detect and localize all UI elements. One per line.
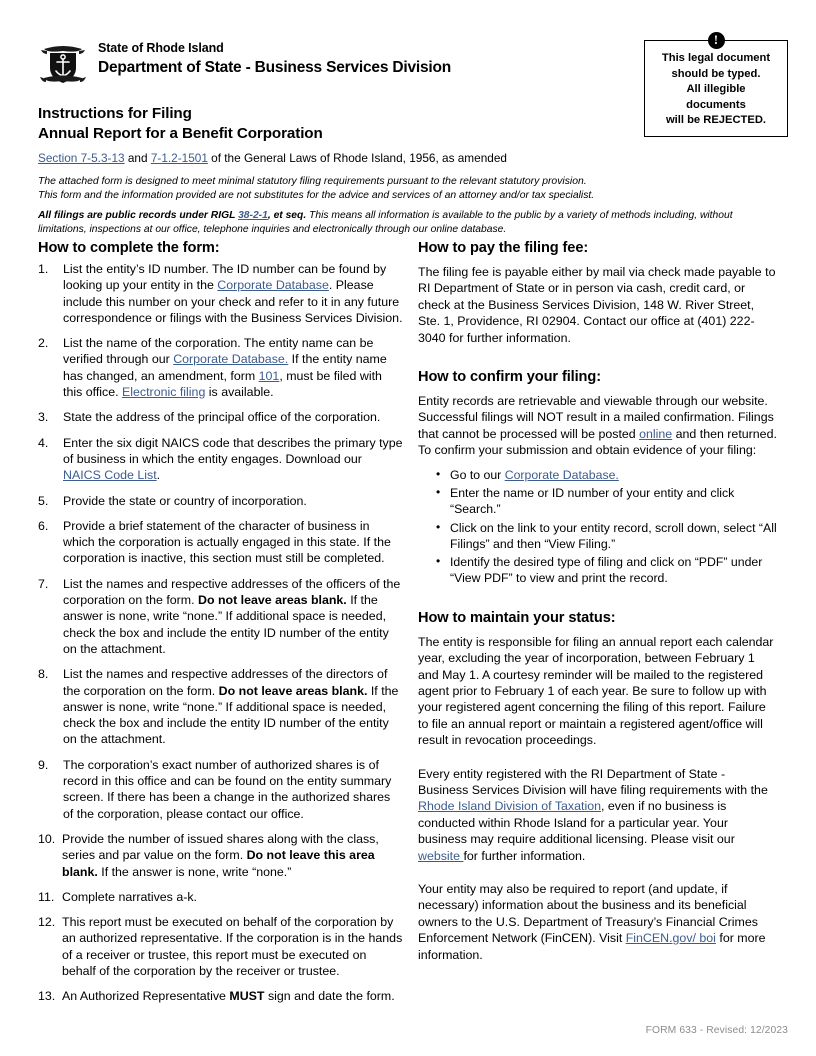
step-text	[63, 494, 307, 508]
text-run: If the answer is none, write “none.” If additional space is needed, check the box and include the entity ID number of the entity on the attachment.	[63, 683, 399, 747]
public-records-bold-tail: , et seq.	[267, 210, 307, 221]
step-text	[62, 832, 379, 879]
legal-notice-line-2: should be typed.	[671, 67, 761, 80]
department-name: Department of State - Business Services Division	[98, 59, 452, 76]
inline-link[interactable]: online	[639, 426, 673, 441]
inline-link[interactable]: Corporate Database.	[173, 352, 289, 367]
statute-reference	[38, 150, 507, 166]
disclaimer-line-2: This form and the information provided are not substitutes for the advice and services of an attorney and/or tax specialist.	[38, 190, 595, 201]
text-run: Click on the link to your entity record, scroll down, select “All Filings” and then “View Filing.”	[450, 520, 777, 551]
maintain-paragraph-3	[418, 881, 778, 963]
text-run: sign and date the form.	[264, 989, 395, 1004]
pay-paragraph: The filing fee is payable either by mail via check made payable to RI Department of State or in person via cash, credit card, or check at the Business Services Division, 148 W. River Street, Ste. 1, Providence, RI 02904. Contact our office at (401) 222-3040 for further information.	[418, 265, 776, 345]
rhode-island-state-seal-icon	[38, 40, 88, 88]
disclaimer-text	[38, 175, 738, 203]
state-name: State of Rhode Island	[98, 41, 224, 55]
legal-notice-line-3: All illegible	[686, 83, 746, 95]
text-run: Identify the desired type of filing and click on “PDF” under “View PDF” to view and print the record.	[450, 555, 763, 586]
text-run: An Authorized Representative	[62, 989, 230, 1004]
step-text	[62, 989, 395, 1003]
how-to-pay-heading: How to pay the filing fee:	[418, 240, 589, 256]
step-number: 1.	[38, 262, 49, 276]
text-run: for further information.	[463, 848, 586, 863]
instruction-step	[38, 435, 403, 484]
disclaimer-line-1: The attached form is designed to meet minimal statutory filing requirements pursuant to the relevant statutory provision.	[38, 176, 587, 187]
inline-link[interactable]: NAICS Code List	[63, 468, 157, 483]
text-run: Go to our	[450, 467, 505, 482]
instruction-step	[38, 831, 403, 880]
page-title	[38, 104, 558, 144]
step-number: 2.	[38, 336, 49, 351]
inline-link[interactable]: Corporate Database	[217, 278, 329, 293]
left-column	[38, 239, 403, 1014]
inline-link[interactable]: website	[418, 848, 464, 863]
maintain-paragraph-1: The entity is responsible for filing an annual report each calendar year, excluding the year of incorporation, between February 1 and May 1. A courtesy reminder will be mailed to the registered agent prior to February 1 of each year. Be sure to follow up with your registered agent concerning the filing of this report. Failure to file an annual report or maintain a registered agent/office will result in revocation proceedings.	[418, 634, 774, 748]
legal-notice-line-4: documents	[686, 98, 746, 111]
text-run: , even if no business is conducted within Rhode Island for a particular year. Your business may require additional licensing. Please visit our	[418, 799, 735, 847]
step-text	[63, 262, 403, 325]
text-run: State the address of the principal office of the corporation.	[63, 410, 381, 425]
legal-notice-line-1: This legal document	[661, 52, 771, 64]
text-run: Entity records are retrievable and viewable through our website. Successful filings will NOT result in a mailed confirmation. Filings that cannot be processed will be posted	[418, 394, 774, 441]
text-run: and then returned. To confirm your submission and obtain evidence of your filing:	[418, 426, 777, 458]
instruction-step	[38, 757, 403, 822]
instruction-step	[38, 261, 403, 326]
confirm-bullet-item	[436, 554, 778, 587]
how-to-maintain-heading: How to maintain your status:	[418, 609, 616, 626]
text-run: Provide the number of issued shares along with the class, series and par value on the form.	[62, 831, 379, 863]
instruction-step	[38, 335, 403, 400]
emphasis-text: Do not leave areas blank.	[198, 593, 347, 608]
instruction-step	[38, 518, 403, 567]
text-run: . Please include this number on your check and refer to it in any future correspondence or filings with the Business Services Division.	[63, 278, 403, 325]
emphasis-text: Do not leave areas blank.	[218, 683, 368, 698]
step-text	[63, 519, 391, 566]
instruction-step	[38, 576, 403, 657]
step-number: 9.	[38, 757, 49, 772]
confirm-bullet-list	[418, 467, 778, 587]
text-run: If the answer is none, write “none.” If additional space is needed, check the box and include the entity ID number of the entity on the attachment.	[63, 593, 389, 656]
step-text	[63, 577, 400, 656]
confirm-paragraph	[418, 393, 778, 459]
text-run: Enter the six digit NAICS code that describes the primary type of business in which the entity engages. Download our	[63, 435, 403, 466]
text-run: , must be filed with this office.	[63, 368, 382, 400]
text-run: If the entity name has changed, an amendment, form	[63, 352, 387, 383]
text-run: List the names and respective addresses of the directors of the corporation on the form.	[63, 667, 388, 698]
step-text	[62, 890, 197, 904]
instruction-step	[38, 914, 403, 979]
inline-link[interactable]: Corporate Database.	[504, 467, 619, 482]
instruction-step	[38, 988, 403, 1004]
maintain-paragraph-2	[418, 766, 778, 864]
text-run: is available.	[205, 385, 274, 400]
exclamation-circle-icon: !	[708, 32, 725, 49]
rigl-link[interactable]: 38-2-1	[238, 210, 268, 221]
statute-link-1[interactable]: Section 7-5.3-13	[38, 151, 125, 165]
legal-notice-box	[644, 40, 788, 137]
text-run: Provide a brief statement of the character of business in which the corporation is actually engaged in this state. If the corporation is inactive, this section must still be completed.	[63, 518, 391, 566]
text-run: .	[156, 468, 161, 483]
instruction-step	[38, 889, 403, 905]
legal-notice-line-5: will be REJECTED.	[665, 114, 767, 126]
instruction-step	[38, 493, 403, 509]
inline-link[interactable]: Electronic filing	[122, 385, 206, 400]
step-number: 12.	[38, 915, 56, 930]
step-number: 13.	[38, 989, 56, 1004]
public-records-bold-lead: All filings are public records under RIGL	[38, 210, 239, 221]
right-column	[418, 239, 778, 963]
confirm-bullet-item	[436, 467, 778, 483]
confirm-bullet-item	[436, 485, 778, 518]
emphasis-text: Do not leave this area blank.	[62, 848, 375, 879]
text-run: Provide the state or country of incorporation.	[63, 493, 307, 508]
public-records-rest: This means all information is available to the public by a variety of methods including, without limitations, inspections at our office, telephone inquiries and electronically through our online database.	[38, 210, 733, 235]
statute-tail: of the General Laws of Rhode Island, 1956, as amended	[207, 151, 507, 165]
text-run: for more information.	[418, 931, 766, 962]
step-text	[63, 667, 398, 746]
inline-link[interactable]: FinCEN.gov/ boi	[625, 931, 716, 946]
step-number: 10.	[38, 831, 56, 846]
statute-link-2[interactable]: 7-1.2-1501	[150, 151, 208, 165]
statute-conjunction: and	[124, 151, 151, 165]
inline-link[interactable]: Rhode Island Division of Taxation	[418, 799, 601, 814]
step-number: 6.	[38, 518, 49, 533]
text-run: List the name of the corporation. The entity name can be verified through our	[63, 336, 374, 367]
public-records-notice	[38, 209, 738, 236]
form-footer: FORM 633 - Revised: 12/2023	[645, 1025, 788, 1036]
text-run: Your entity may also be required to report (and update, if necessary) information about the business and its beneficial owners to the U.S. Department of Treasury’s Financial Crimes Enforcement Network (FinCEN). Visit	[418, 882, 758, 946]
step-text	[63, 758, 391, 821]
step-text	[63, 410, 380, 424]
step-text	[63, 336, 387, 399]
text-run: List the entity’s ID number. The ID number can be found by looking up your entity in the	[63, 262, 387, 293]
how-to-complete-heading: How to complete the form:	[38, 240, 220, 256]
step-number: 7.	[38, 576, 49, 591]
instruction-step	[38, 409, 403, 425]
emphasis-text: MUST	[229, 989, 265, 1004]
document-header	[38, 38, 638, 88]
page-title-line-2: Annual Report for a Benefit Corporation	[38, 125, 323, 142]
text-run: Enter the name or ID number of your entity and click “Search.”	[450, 485, 735, 517]
instruction-steps-list	[38, 261, 403, 1005]
confirm-bullet-item	[436, 520, 778, 553]
step-number: 4.	[38, 435, 49, 450]
how-to-confirm-heading: How to confirm your filing:	[418, 369, 601, 386]
page-title-line-1: Instructions for Filing	[38, 105, 192, 122]
step-text	[63, 436, 403, 483]
step-text	[62, 915, 402, 978]
legal-notice	[644, 32, 788, 137]
step-number: 11.	[38, 889, 55, 904]
agency-name-block	[98, 38, 451, 78]
text-run: Complete narratives a-k.	[62, 889, 197, 904]
instruction-step	[38, 666, 403, 747]
step-number: 3.	[38, 410, 49, 425]
step-number: 8.	[38, 667, 49, 682]
step-number: 5.	[38, 493, 49, 508]
text-run: If the answer is none, write “none.”	[97, 864, 292, 879]
text-run: The corporation’s exact number of authorized shares is of record in this office and can be found on the entity summary screen. If there has been a change in the authorized shares of the corporation, please contact our office.	[63, 757, 392, 821]
text-run: This report must be executed on behalf of the corporation by an authorized representative. If the corporation is in the hands of a receiver or trustee, this report must be executed on behalf of the corporation by the receiver or trustee.	[62, 915, 403, 978]
text-run: List the names and respective addresses of the officers of the corporation on the form.	[63, 576, 401, 608]
text-run: Every entity registered with the RI Department of State - Business Services Division will have filing requirements with the	[418, 766, 768, 797]
inline-link[interactable]: 101	[258, 368, 280, 383]
